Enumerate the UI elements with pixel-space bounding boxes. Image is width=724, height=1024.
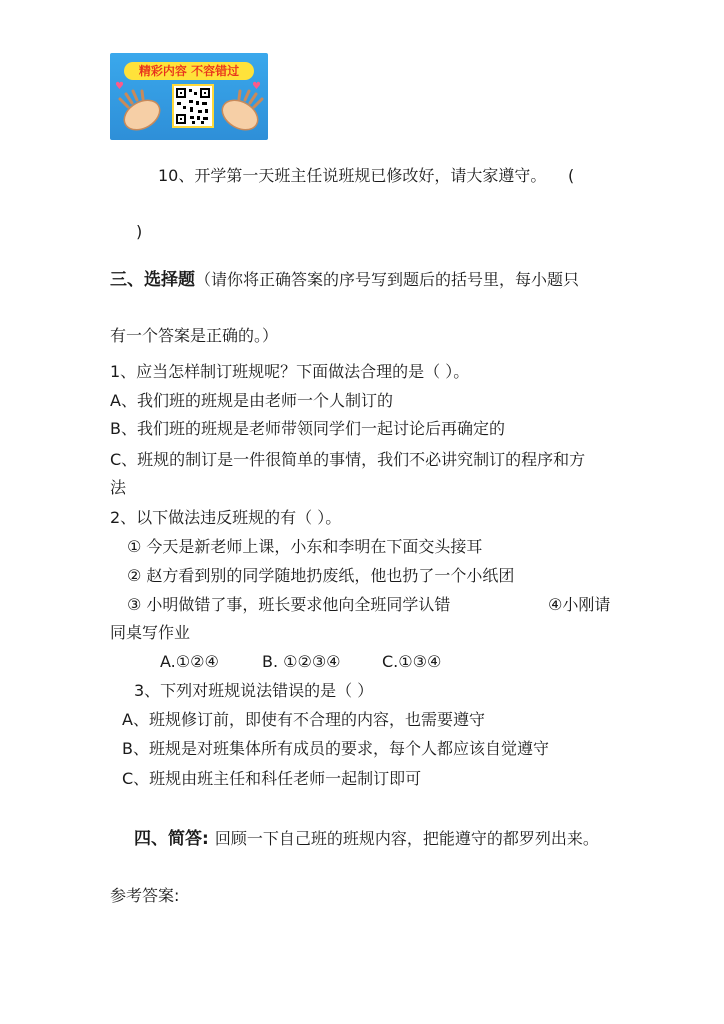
- mc3-option-a: A、班规修订前，即使有不合理的内容，也需要遵守: [122, 710, 485, 729]
- mc2-choice-a: A.①②④: [160, 652, 219, 671]
- mc1-option-a: A、我们班的班规是由老师一个人制订的: [110, 391, 393, 410]
- mc1-option-b: B、我们班的班规是老师带领同学们一起讨论后再确定的: [110, 419, 505, 438]
- section-4-line: [134, 828, 599, 850]
- section-4-heading: 四、简答:: [134, 829, 209, 849]
- mc1-option-c: C、班规的制订是一件很简单的事情，我们不必讲究制订的程序和方: [110, 450, 586, 469]
- qr-code-icon: [172, 84, 214, 128]
- mc2-item-1: ① 今天是新老师上课，小东和李明在下面交头接耳: [127, 537, 483, 556]
- mc1-option-c-cont: 法: [110, 478, 127, 497]
- mc2-item-4: ④小刚请: [548, 595, 611, 614]
- section-4-question: 回顾一下自己班的班规内容，把能遵守的都罗列出来。: [214, 829, 599, 848]
- mc2-choice-c: C.①③④: [382, 652, 442, 671]
- section-3-heading: 三、选择题: [110, 270, 195, 290]
- mc1-stem: 1、应当怎样制订班规呢？下面做法合理的是（ ）。: [110, 362, 470, 381]
- banner-title: 精彩内容 不容错过: [124, 62, 254, 80]
- mc3-stem: 3、下列对班规说法错误的是（ ）: [134, 681, 374, 700]
- heart-icon: ♥: [252, 81, 261, 92]
- section-3-instruction: （请你将正确答案的序号写到题后的括号里，每小题只: [195, 270, 580, 289]
- mc2-item-4-cont: 同桌写作业: [110, 623, 191, 642]
- clapping-hand-left-icon: [116, 89, 166, 137]
- mc3-option-b: B、班规是对班集体所有成员的要求，每个人都应该自觉遵守: [122, 739, 549, 758]
- heart-icon: ♥: [115, 81, 124, 92]
- mc2-item-3: ③ 小明做错了事，班长要求他向全班同学认错: [127, 595, 451, 614]
- mc2-choice-b: B. ①②③④: [262, 652, 341, 671]
- answer-paren-open: (: [568, 166, 575, 185]
- promo-banner: [110, 53, 268, 140]
- answer-paren-close: ): [136, 222, 143, 241]
- mc2-stem: 2、以下做法违反班规的有（ ）。: [110, 508, 342, 527]
- mc3-option-c: C、班规由班主任和科任老师一起制订即可: [122, 769, 422, 788]
- mc2-item-2: ② 赵方看到别的同学随地扔废纸，他也扔了一个小纸团: [127, 566, 515, 585]
- clapping-hand-right-icon: [216, 89, 266, 137]
- question-10-text: 10、开学第一天班主任说班规已修改好，请大家遵守。: [158, 166, 547, 185]
- section-3-instruction-cont: 有一个答案是正确的。）: [110, 326, 279, 345]
- section-3-heading-line: [110, 269, 579, 291]
- reference-answers-label: 参考答案:: [110, 886, 180, 905]
